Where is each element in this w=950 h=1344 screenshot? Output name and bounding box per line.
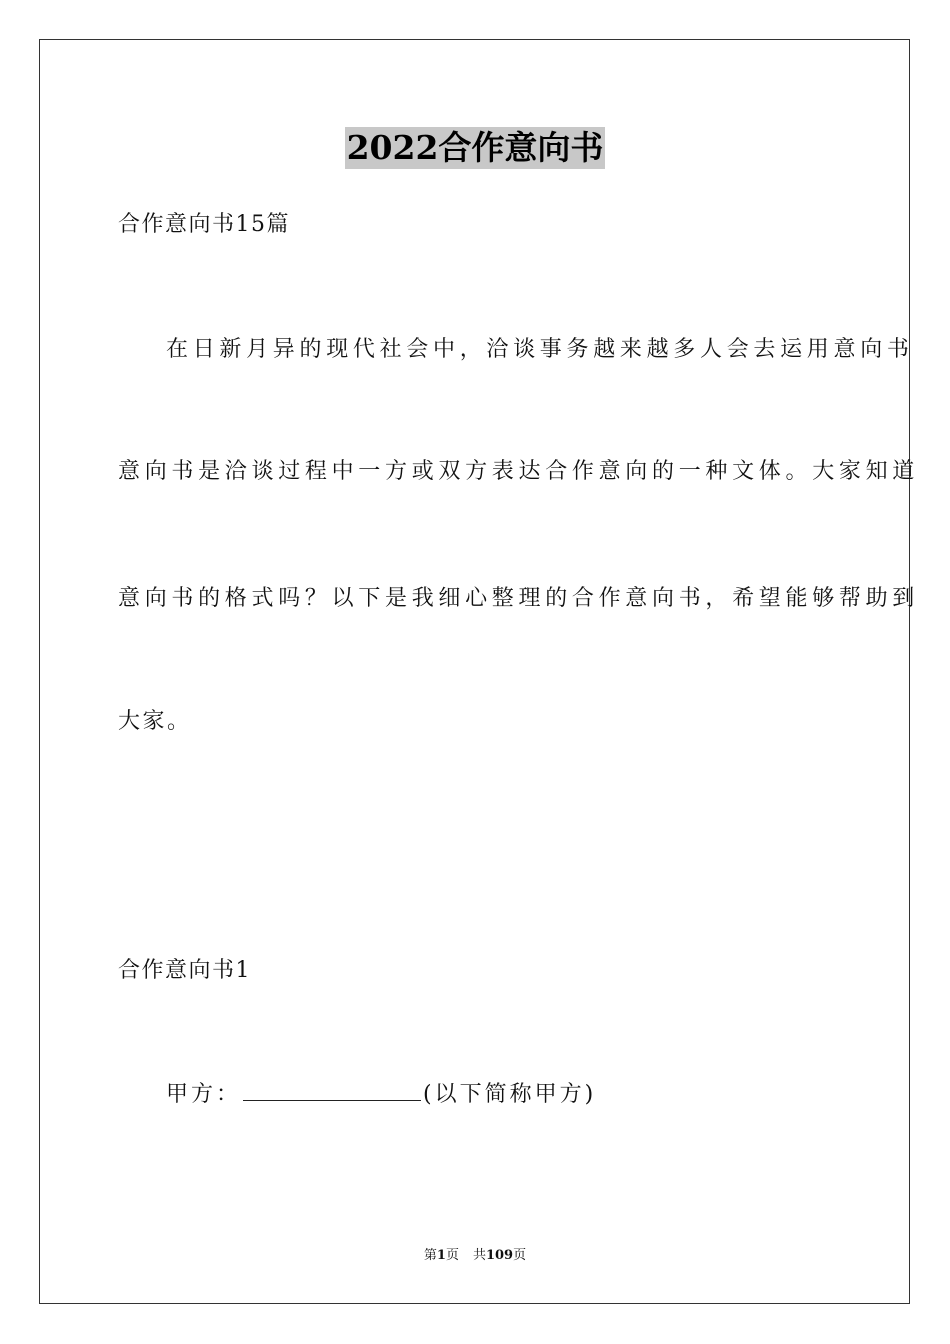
- document-title: 2022合作意向书: [346, 128, 604, 167]
- party-a-suffix: (以下简称甲方): [423, 1082, 597, 1107]
- party-a-blank-field[interactable]: [243, 1082, 421, 1101]
- footer-page-number: 1: [436, 1248, 446, 1263]
- intro-paragraph-line-2: 意向书是洽谈过程中一方或双方表达合作意向的一种文体。大家知道: [118, 459, 920, 484]
- footer-page-suffix: 页: [445, 1248, 459, 1263]
- footer-total-pages: 109: [485, 1248, 514, 1263]
- party-a-label: 甲方：: [166, 1082, 242, 1107]
- intro-paragraph-line-4: 大家。: [118, 709, 192, 734]
- section-heading: 合作意向书1: [118, 958, 251, 983]
- party-a-line: [166, 1080, 596, 1110]
- footer-page-prefix: 第: [423, 1248, 437, 1263]
- footer-total-suffix: 页: [513, 1248, 527, 1263]
- intro-paragraph-line-1: 在日新月异的现代社会中，洽谈事务越来越多人会去运用意向书: [166, 337, 914, 362]
- footer-total-prefix: 共: [472, 1248, 486, 1263]
- title-wrapper: [0, 127, 950, 169]
- document-subtitle: 合作意向书15篇: [118, 212, 290, 237]
- page-footer: [0, 1247, 950, 1265]
- intro-paragraph-line-3: 意向书的格式吗？以下是我细心整理的合作意向书，希望能够帮助到: [118, 586, 920, 611]
